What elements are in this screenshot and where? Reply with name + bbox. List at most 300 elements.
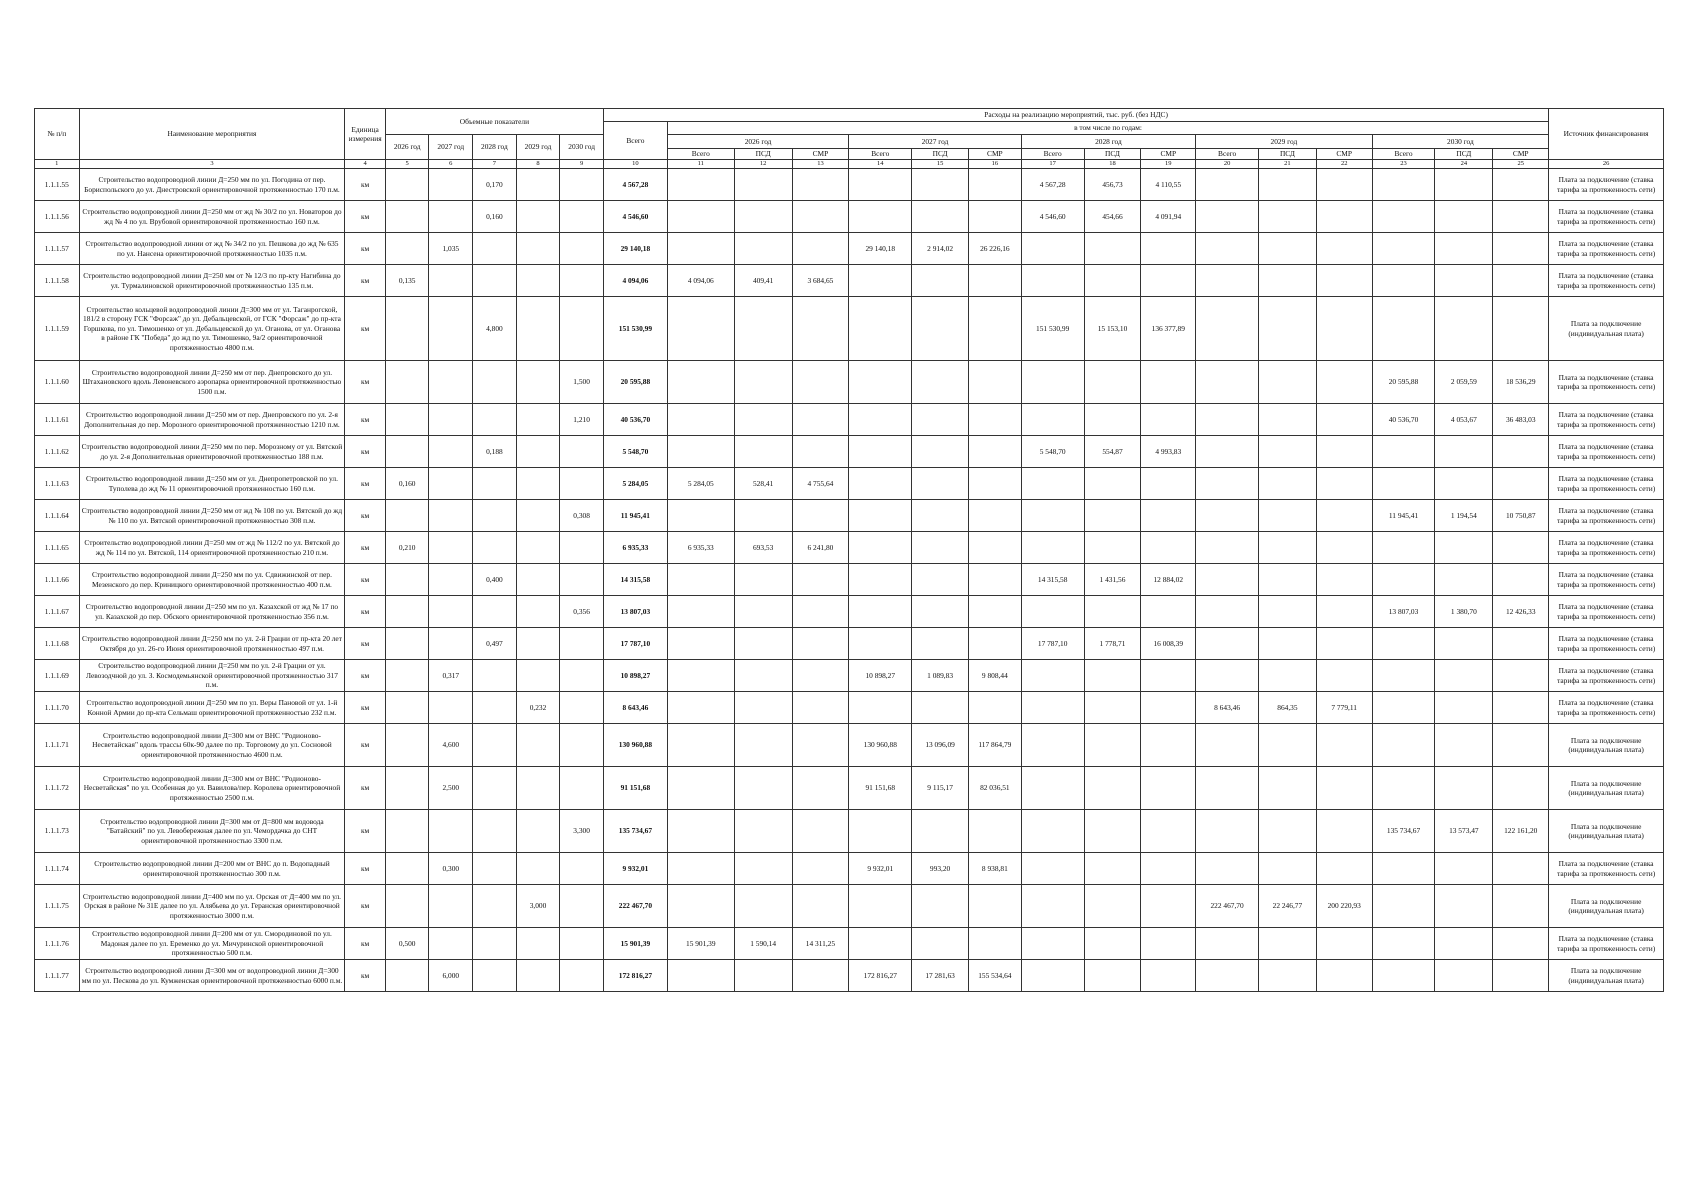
volume-cell <box>560 660 604 692</box>
volume-cell <box>429 297 473 361</box>
year-cost-cell <box>1084 810 1141 853</box>
unit-cell: км <box>345 201 386 233</box>
year-cost-cell <box>1259 767 1317 810</box>
year-cost-cell <box>1259 265 1317 297</box>
volume-cell <box>473 361 517 404</box>
year-cost-cell: 135 734,67 <box>1372 810 1435 853</box>
header-expense-year: 2030 год <box>1372 135 1549 149</box>
total-cost: 5 284,05 <box>603 468 667 500</box>
year-cost-cell <box>849 201 912 233</box>
column-number: 24 <box>1435 160 1493 169</box>
year-cost-cell <box>1372 724 1435 767</box>
volume-cell: 0,300 <box>429 853 473 885</box>
volume-cell <box>516 297 560 361</box>
total-cost: 11 945,41 <box>603 500 667 532</box>
column-number: 17 <box>1021 160 1084 169</box>
header-sub-total: Всего <box>849 149 912 160</box>
funding-source: Плата за подключение (ставка тарифа за протяженность сети) <box>1549 404 1664 436</box>
header-sub-psd: ПСД <box>1084 149 1141 160</box>
volume-cell <box>473 885 517 928</box>
year-cost-cell <box>1141 468 1196 500</box>
year-cost-cell <box>849 532 912 564</box>
header-total: Всего <box>603 122 667 160</box>
row-number: 1.1.1.63 <box>35 468 80 500</box>
volume-cell <box>385 885 429 928</box>
total-cost: 4 567,28 <box>603 169 667 201</box>
header-expenses: Расходы на реализацию мероприятий, тыс. руб. (без НДС) <box>603 109 1548 122</box>
volume-cell: 0,135 <box>385 265 429 297</box>
year-cost-cell <box>1493 628 1549 660</box>
volume-cell <box>516 233 560 265</box>
year-cost-cell <box>1259 233 1317 265</box>
year-cost-cell: 9 115,17 <box>912 767 969 810</box>
funding-source: Плата за подключение (ставка тарифа за протяженность сети) <box>1549 169 1664 201</box>
volume-cell <box>516 724 560 767</box>
year-cost-cell <box>1196 928 1259 960</box>
funding-source: Плата за подключение (ставка тарифа за протяженность сети) <box>1549 660 1664 692</box>
year-cost-cell <box>667 767 734 810</box>
volume-cell <box>516 500 560 532</box>
year-cost-cell <box>1084 960 1141 992</box>
year-cost-cell: 13 573,47 <box>1435 810 1493 853</box>
year-cost-cell <box>1141 928 1196 960</box>
year-cost-cell <box>1493 436 1549 468</box>
volume-cell <box>429 628 473 660</box>
year-cost-cell <box>1084 361 1141 404</box>
volume-cell <box>560 265 604 297</box>
funding-source: Плата за подключение (ставка тарифа за протяженность сети) <box>1549 928 1664 960</box>
unit-cell: км <box>345 928 386 960</box>
row-number: 1.1.1.69 <box>35 660 80 692</box>
volume-cell: 0,400 <box>473 564 517 596</box>
total-cost: 10 898,27 <box>603 660 667 692</box>
year-cost-cell <box>968 436 1021 468</box>
year-cost-cell <box>1141 810 1196 853</box>
year-cost-cell: 40 536,70 <box>1372 404 1435 436</box>
table-row <box>35 853 1664 885</box>
year-cost-cell: 528,41 <box>734 468 792 500</box>
measure-name: Строительство водопроводной линии Д=250 мм от пер. Днепровского до ул. Штахановского вдоль Левоневского аэропарка ориентировочной протяженностью 1500 п.м. <box>79 361 345 404</box>
year-cost-cell <box>1021 928 1084 960</box>
row-number: 1.1.1.76 <box>35 928 80 960</box>
year-cost-cell <box>1196 660 1259 692</box>
table-row <box>35 169 1664 201</box>
year-cost-cell <box>1259 404 1317 436</box>
year-cost-cell <box>667 853 734 885</box>
year-cost-cell <box>1084 265 1141 297</box>
total-cost: 130 960,88 <box>603 724 667 767</box>
year-cost-cell <box>849 404 912 436</box>
unit-cell: км <box>345 404 386 436</box>
year-cost-cell <box>1196 436 1259 468</box>
funding-source: Плата за подключение (ставка тарифа за протяженность сети) <box>1549 265 1664 297</box>
year-cost-cell <box>1435 201 1493 233</box>
year-cost-cell <box>734 404 792 436</box>
year-cost-cell <box>1372 297 1435 361</box>
year-cost-cell <box>1493 928 1549 960</box>
unit-cell: км <box>345 596 386 628</box>
header-sub-psd: ПСД <box>734 149 792 160</box>
measure-name: Строительство водопроводной линии Д=250 мм по ул. 2-й Грацни от ул. Левозодчной до ул. З. Космодемьянской ориентировочной протяженностью 317 п.м. <box>79 660 345 692</box>
year-cost-cell <box>849 468 912 500</box>
year-cost-cell <box>734 436 792 468</box>
year-cost-cell <box>912 468 969 500</box>
unit-cell: км <box>345 724 386 767</box>
volume-cell: 3,300 <box>560 810 604 853</box>
year-cost-cell <box>1021 960 1084 992</box>
unit-cell: км <box>345 810 386 853</box>
year-cost-cell <box>1493 297 1549 361</box>
year-cost-cell <box>1372 564 1435 596</box>
year-cost-cell <box>667 500 734 532</box>
measure-name: Строительство водопроводной линии Д=300 мм от водопроводной линии Д=300 мм по ул. Пескова до ул. Кумженская ориентировочной протяженностью 6000 п.м. <box>79 960 345 992</box>
year-cost-cell: 122 161,20 <box>1493 810 1549 853</box>
year-cost-cell <box>912 532 969 564</box>
column-number: 19 <box>1141 160 1196 169</box>
year-cost-cell <box>734 767 792 810</box>
year-cost-cell <box>1493 169 1549 201</box>
year-cost-cell <box>1372 201 1435 233</box>
year-cost-cell: 7 779,11 <box>1316 692 1372 724</box>
year-cost-cell <box>1493 960 1549 992</box>
year-cost-cell <box>1435 169 1493 201</box>
year-cost-cell: 15 153,10 <box>1084 297 1141 361</box>
year-cost-cell: 8 643,46 <box>1196 692 1259 724</box>
column-number: 3 <box>79 160 345 169</box>
volume-cell: 4,800 <box>473 297 517 361</box>
year-cost-cell <box>734 297 792 361</box>
volume-cell <box>516 564 560 596</box>
investment-table <box>34 108 1664 992</box>
header-row-no: № п/п <box>35 109 80 160</box>
year-cost-cell: 20 595,88 <box>1372 361 1435 404</box>
year-cost-cell <box>1141 767 1196 810</box>
year-cost-cell <box>1435 436 1493 468</box>
year-cost-cell: 3 684,65 <box>792 265 849 297</box>
year-cost-cell: 9 808,44 <box>968 660 1021 692</box>
row-number: 1.1.1.64 <box>35 500 80 532</box>
volume-cell <box>516 265 560 297</box>
year-cost-cell <box>1259 500 1317 532</box>
year-cost-cell <box>792 853 849 885</box>
year-cost-cell <box>1084 853 1141 885</box>
volume-cell <box>385 233 429 265</box>
volume-cell <box>429 596 473 628</box>
year-cost-cell <box>1021 767 1084 810</box>
year-cost-cell <box>1084 660 1141 692</box>
year-cost-cell <box>1021 692 1084 724</box>
year-cost-cell: 993,20 <box>912 853 969 885</box>
year-cost-cell <box>912 404 969 436</box>
year-cost-cell <box>1141 500 1196 532</box>
column-number-row <box>35 160 1664 169</box>
row-number: 1.1.1.72 <box>35 767 80 810</box>
header-unit: Единица измерения <box>345 109 386 160</box>
table-row <box>35 596 1664 628</box>
year-cost-cell <box>1316 628 1372 660</box>
year-cost-cell <box>1021 532 1084 564</box>
volume-cell: 3,000 <box>516 885 560 928</box>
measure-name: Строительство кольцевой водопроводной линии Д=300 мм от ул. Таганрогской, 181/2 в сторону ГСК "Форсаж" до ул. Дебальцевской, от ГСК "Форсаж" до пр-кта Горшкова, по ул. Тимошенко от ул. Дебальцевской до ул. Оганова, от ул. Оганова в районе ГК "Победа" до жд по ул. Тимошенко, 9а/2 ориентировочной протяженностью 4800 п.м. <box>79 297 345 361</box>
year-cost-cell <box>667 596 734 628</box>
header-source: Источник финансирования <box>1549 109 1664 160</box>
funding-source: Плата за подключение (индивидуальная плата) <box>1549 810 1664 853</box>
year-cost-cell <box>1493 660 1549 692</box>
unit-cell: км <box>345 564 386 596</box>
year-cost-cell <box>1372 468 1435 500</box>
year-cost-cell: 4 094,06 <box>667 265 734 297</box>
header-sub-total: Всего <box>1021 149 1084 160</box>
year-cost-cell: 26 226,16 <box>968 233 1021 265</box>
total-cost: 222 467,70 <box>603 885 667 928</box>
header-sub-smr: СМР <box>968 149 1021 160</box>
volume-cell <box>429 201 473 233</box>
year-cost-cell <box>792 724 849 767</box>
year-cost-cell: 16 008,39 <box>1141 628 1196 660</box>
year-cost-cell <box>1259 928 1317 960</box>
volume-cell <box>560 885 604 928</box>
year-cost-cell <box>1259 532 1317 564</box>
header-volume-year: 2026 год <box>385 135 429 160</box>
table-row <box>35 265 1664 297</box>
year-cost-cell: 10 898,27 <box>849 660 912 692</box>
table-row <box>35 660 1664 692</box>
header-sub-total: Всего <box>1196 149 1259 160</box>
year-cost-cell <box>1372 233 1435 265</box>
year-cost-cell: 454,66 <box>1084 201 1141 233</box>
column-number: 20 <box>1196 160 1259 169</box>
year-cost-cell <box>1141 853 1196 885</box>
header-volume-year: 2027 год <box>429 135 473 160</box>
year-cost-cell <box>1196 724 1259 767</box>
funding-source: Плата за подключение (ставка тарифа за протяженность сети) <box>1549 233 1664 265</box>
volume-cell <box>429 885 473 928</box>
year-cost-cell <box>1259 853 1317 885</box>
year-cost-cell <box>734 960 792 992</box>
volume-cell <box>429 564 473 596</box>
header-expense-year: 2027 год <box>849 135 1021 149</box>
volume-cell <box>473 500 517 532</box>
year-cost-cell <box>1493 532 1549 564</box>
unit-cell: км <box>345 628 386 660</box>
measure-name: Строительство водопроводной линии Д=300 мм от ВНС "Родионово-Несветайская" вдоль трассы 60к-90 далее по пр. Торговому до ул. Сосновой ориентировочной протяженностью 4600 п.м. <box>79 724 345 767</box>
measure-name: Строительство водопроводной линии Д=250 мм по ул. Казахской от жд № 17 по ул. Казахской до пер. Обского ориентировочной протяженностью 356 п.м. <box>79 596 345 628</box>
year-cost-cell <box>912 628 969 660</box>
year-cost-cell <box>1196 265 1259 297</box>
year-cost-cell <box>1435 628 1493 660</box>
year-cost-cell: 13 096,09 <box>912 724 969 767</box>
year-cost-cell <box>1259 297 1317 361</box>
year-cost-cell <box>968 928 1021 960</box>
row-number: 1.1.1.66 <box>35 564 80 596</box>
year-cost-cell <box>792 810 849 853</box>
funding-source: Плата за подключение (ставка тарифа за протяженность сети) <box>1549 628 1664 660</box>
year-cost-cell: 10 750,87 <box>1493 500 1549 532</box>
row-number: 1.1.1.56 <box>35 201 80 233</box>
year-cost-cell <box>968 169 1021 201</box>
year-cost-cell <box>968 361 1021 404</box>
year-cost-cell <box>1259 724 1317 767</box>
year-cost-cell <box>1084 767 1141 810</box>
year-cost-cell <box>1084 928 1141 960</box>
volume-cell <box>516 201 560 233</box>
year-cost-cell <box>1021 500 1084 532</box>
year-cost-cell: 554,87 <box>1084 436 1141 468</box>
measure-name: Строительство водопроводной линии Д=250 мм по ул. 2-й Грацни от пр-кта 20 лет Октября до ул. 26-го Июня ориентировочной протяженностью 497 п.м. <box>79 628 345 660</box>
year-cost-cell: 6 935,33 <box>667 532 734 564</box>
volume-cell <box>473 532 517 564</box>
table-row <box>35 361 1664 404</box>
year-cost-cell <box>1259 564 1317 596</box>
volume-cell <box>429 468 473 500</box>
measure-name: Строительство водопроводной линии от жд № 34/2 по ул. Пешкова до жд № 635 по ул. Нансена ориентировочной протяженностью 1035 п.м. <box>79 233 345 265</box>
funding-source: Плата за подключение (ставка тарифа за протяженность сети) <box>1549 201 1664 233</box>
column-number: 4 <box>345 160 386 169</box>
year-cost-cell: 29 140,18 <box>849 233 912 265</box>
table-row <box>35 297 1664 361</box>
year-cost-cell <box>1141 724 1196 767</box>
column-number: 1 <box>35 160 80 169</box>
year-cost-cell <box>1196 233 1259 265</box>
header-sub-smr: СМР <box>1316 149 1372 160</box>
volume-cell <box>473 724 517 767</box>
year-cost-cell: 13 807,03 <box>1372 596 1435 628</box>
year-cost-cell <box>1316 233 1372 265</box>
year-cost-cell: 200 220,93 <box>1316 885 1372 928</box>
year-cost-cell <box>1196 468 1259 500</box>
year-cost-cell <box>1021 468 1084 500</box>
year-cost-cell <box>849 564 912 596</box>
header-sub-smr: СМР <box>792 149 849 160</box>
year-cost-cell <box>1435 233 1493 265</box>
volume-cell <box>385 767 429 810</box>
column-number: 6 <box>429 160 473 169</box>
header-name: Наименование мероприятия <box>79 109 345 160</box>
total-cost: 5 548,70 <box>603 436 667 468</box>
column-number: 12 <box>734 160 792 169</box>
table-row <box>35 500 1664 532</box>
year-cost-cell <box>849 692 912 724</box>
year-cost-cell <box>1316 724 1372 767</box>
year-cost-cell: 8 938,81 <box>968 853 1021 885</box>
year-cost-cell <box>792 500 849 532</box>
year-cost-cell <box>968 628 1021 660</box>
volume-cell <box>473 853 517 885</box>
year-cost-cell <box>1141 885 1196 928</box>
year-cost-cell <box>667 564 734 596</box>
year-cost-cell <box>968 201 1021 233</box>
table-row <box>35 201 1664 233</box>
header-volume-year: 2029 год <box>516 135 560 160</box>
column-number: 7 <box>473 160 517 169</box>
volume-cell <box>429 265 473 297</box>
year-cost-cell <box>792 404 849 436</box>
volume-cell <box>516 404 560 436</box>
unit-cell: км <box>345 960 386 992</box>
year-cost-cell <box>912 297 969 361</box>
header-expense-year: 2029 год <box>1196 135 1372 149</box>
year-cost-cell <box>734 201 792 233</box>
year-cost-cell <box>1196 564 1259 596</box>
volume-cell <box>516 169 560 201</box>
year-cost-cell <box>1259 660 1317 692</box>
year-cost-cell: 1 431,56 <box>1084 564 1141 596</box>
volume-cell <box>385 564 429 596</box>
unit-cell: км <box>345 361 386 404</box>
volume-cell <box>516 928 560 960</box>
volume-cell <box>560 692 604 724</box>
row-number: 1.1.1.62 <box>35 436 80 468</box>
year-cost-cell <box>1316 297 1372 361</box>
measure-name: Строительство водопроводной линии Д=250 мм от ул. Днепропетровской по ул. Туполева до жд № 11 ориентировочной протяженностью 160 п.м. <box>79 468 345 500</box>
header-by-years: в том числе по годам: <box>667 122 1548 135</box>
funding-source: Плата за подключение (ставка тарифа за протяженность сети) <box>1549 468 1664 500</box>
year-cost-cell <box>1316 265 1372 297</box>
year-cost-cell <box>667 885 734 928</box>
volume-cell <box>560 201 604 233</box>
year-cost-cell <box>1493 853 1549 885</box>
measure-name: Строительство водопроводной линии Д=400 мм по ул. Орская от Д=400 мм по ул. Орская в районе № 31Е далее по ул. Алябьева до ул. Геранская ориентировочной протяженностью 3000 п.м. <box>79 885 345 928</box>
year-cost-cell <box>1141 692 1196 724</box>
year-cost-cell <box>1141 532 1196 564</box>
column-number: 10 <box>603 160 667 169</box>
year-cost-cell <box>734 853 792 885</box>
year-cost-cell: 4 755,64 <box>792 468 849 500</box>
year-cost-cell <box>1259 169 1317 201</box>
year-cost-cell <box>849 596 912 628</box>
table-row <box>35 468 1664 500</box>
year-cost-cell: 136 377,89 <box>1141 297 1196 361</box>
total-cost: 14 315,58 <box>603 564 667 596</box>
year-cost-cell <box>1316 810 1372 853</box>
year-cost-cell <box>968 810 1021 853</box>
year-cost-cell <box>1435 265 1493 297</box>
year-cost-cell <box>792 960 849 992</box>
year-cost-cell <box>1493 885 1549 928</box>
year-cost-cell <box>1021 404 1084 436</box>
year-cost-cell: 6 241,80 <box>792 532 849 564</box>
row-number: 1.1.1.65 <box>35 532 80 564</box>
row-number: 1.1.1.68 <box>35 628 80 660</box>
year-cost-cell <box>1021 724 1084 767</box>
year-cost-cell <box>1084 404 1141 436</box>
unit-cell: км <box>345 660 386 692</box>
year-cost-cell <box>792 660 849 692</box>
year-cost-cell <box>1493 564 1549 596</box>
year-cost-cell: 151 530,99 <box>1021 297 1084 361</box>
year-cost-cell <box>1316 404 1372 436</box>
year-cost-cell <box>1141 233 1196 265</box>
year-cost-cell <box>1196 169 1259 201</box>
year-cost-cell <box>1084 596 1141 628</box>
total-cost: 13 807,03 <box>603 596 667 628</box>
year-cost-cell <box>792 885 849 928</box>
year-cost-cell <box>968 532 1021 564</box>
row-number: 1.1.1.75 <box>35 885 80 928</box>
volume-cell <box>560 628 604 660</box>
year-cost-cell <box>1259 201 1317 233</box>
year-cost-cell: 4 567,28 <box>1021 169 1084 201</box>
year-cost-cell: 172 816,27 <box>849 960 912 992</box>
year-cost-cell <box>1493 724 1549 767</box>
unit-cell: км <box>345 692 386 724</box>
volume-cell <box>473 660 517 692</box>
funding-source: Плата за подключение (индивидуальная плата) <box>1549 767 1664 810</box>
row-number: 1.1.1.77 <box>35 960 80 992</box>
row-number: 1.1.1.55 <box>35 169 80 201</box>
measure-name: Строительство водопроводной линии Д=250 мм от № 12/3 по пр-кту Нагибина до ул. Турмалиновской ориентировочной протяженностью 135 п.м. <box>79 265 345 297</box>
column-number: 23 <box>1372 160 1435 169</box>
